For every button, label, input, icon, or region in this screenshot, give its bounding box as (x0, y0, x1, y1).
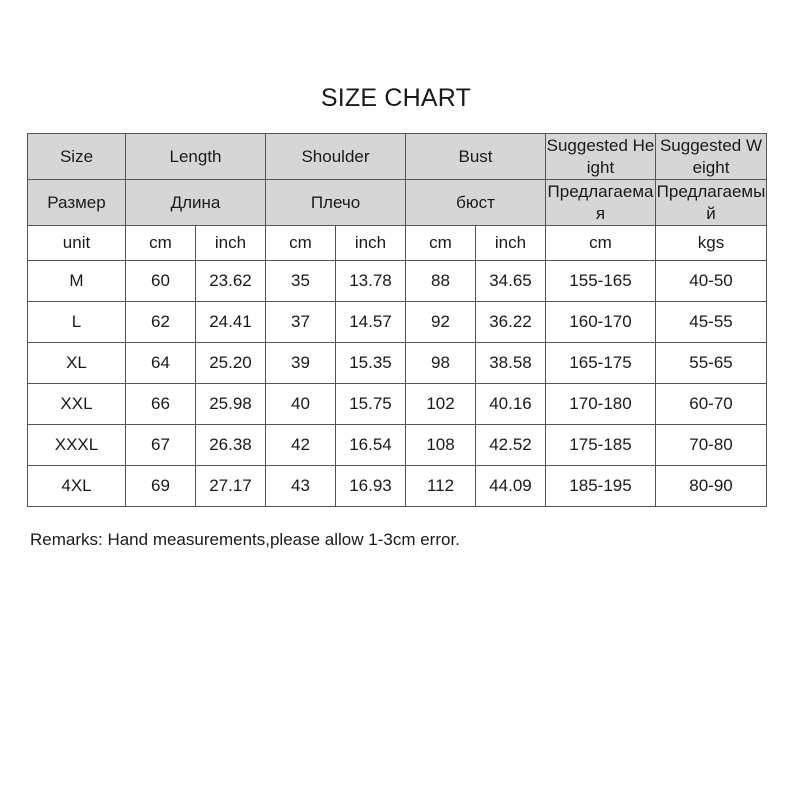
header-size: Size (28, 134, 126, 180)
table-row (28, 384, 767, 425)
header-size-ru: Размер (28, 180, 126, 226)
header-length-ru: Длина (126, 180, 266, 226)
table-cell: 40.16 (476, 384, 546, 425)
table-cell: 40-50 (656, 261, 767, 302)
unit-cell: cm (406, 226, 476, 261)
unit-cell: kgs (656, 226, 767, 261)
table-cell: 102 (406, 384, 476, 425)
header-shoulder-ru: Плечо (266, 180, 406, 226)
table-cell: 25.98 (196, 384, 266, 425)
table-cell: 45-55 (656, 302, 767, 343)
table-cell: 185-195 (546, 466, 656, 507)
table-cell: 66 (126, 384, 196, 425)
table-cell: 24.41 (196, 302, 266, 343)
table-cell: 16.93 (336, 466, 406, 507)
table-cell: 69 (126, 466, 196, 507)
table-cell: 67 (126, 425, 196, 466)
table-cell: 15.75 (336, 384, 406, 425)
table-cell: 80-90 (656, 466, 767, 507)
size-chart-table (27, 133, 767, 507)
header-suggested-height-ru: Предлагаемая (546, 180, 656, 226)
table-cell: 64 (126, 343, 196, 384)
table-cell: 155-165 (546, 261, 656, 302)
unit-cell: inch (336, 226, 406, 261)
table-cell: 36.22 (476, 302, 546, 343)
table-row (28, 343, 767, 384)
header-bust: Bust (406, 134, 546, 180)
table-cell: 170-180 (546, 384, 656, 425)
unit-cell: cm (126, 226, 196, 261)
table-cell: 112 (406, 466, 476, 507)
table-cell: 27.17 (196, 466, 266, 507)
table-cell: 16.54 (336, 425, 406, 466)
table-cell: 70-80 (656, 425, 767, 466)
table-cell: 23.62 (196, 261, 266, 302)
table-cell: 26.38 (196, 425, 266, 466)
header-suggested-weight-ru: Предлагаемый (656, 180, 767, 226)
table-row (28, 425, 767, 466)
table-row (28, 466, 767, 507)
table-cell: M (28, 261, 126, 302)
table-cell: 88 (406, 261, 476, 302)
table-cell: 14.57 (336, 302, 406, 343)
header-suggested-weight: Suggested Weight (656, 134, 767, 180)
unit-cell: inch (476, 226, 546, 261)
table-cell: 4XL (28, 466, 126, 507)
header-suggested-height: Suggested Height (546, 134, 656, 180)
table-cell: XXL (28, 384, 126, 425)
table-cell: 62 (126, 302, 196, 343)
unit-cell: inch (196, 226, 266, 261)
table-cell: 98 (406, 343, 476, 384)
table-cell: L (28, 302, 126, 343)
header-shoulder: Shoulder (266, 134, 406, 180)
table-row (28, 261, 767, 302)
page-title: SIZE CHART (320, 84, 472, 112)
unit-cell: cm (266, 226, 336, 261)
header-bust-ru: бюст (406, 180, 546, 226)
table-cell: 38.58 (476, 343, 546, 384)
table-cell: 160-170 (546, 302, 656, 343)
table-cell: 43 (266, 466, 336, 507)
table-row (28, 302, 767, 343)
header-row-russian (28, 180, 767, 226)
table-cell: XXXL (28, 425, 126, 466)
table-cell: 108 (406, 425, 476, 466)
table-cell: 55-65 (656, 343, 767, 384)
remarks-note: Remarks: Hand measurements,please allow 1-3cm error. (30, 530, 460, 549)
header-length: Length (126, 134, 266, 180)
table-cell: 44.09 (476, 466, 546, 507)
table-cell: 37 (266, 302, 336, 343)
table-cell: 175-185 (546, 425, 656, 466)
table-cell: 34.65 (476, 261, 546, 302)
table-cell: 39 (266, 343, 336, 384)
table-cell: 40 (266, 384, 336, 425)
unit-cell: unit (28, 226, 126, 261)
table-cell: 15.35 (336, 343, 406, 384)
table-cell: 25.20 (196, 343, 266, 384)
unit-cell: cm (546, 226, 656, 261)
table-cell: 35 (266, 261, 336, 302)
table-cell: 60-70 (656, 384, 767, 425)
table-cell: 42.52 (476, 425, 546, 466)
header-row-english (28, 134, 767, 180)
unit-row (28, 226, 767, 261)
table-cell: 13.78 (336, 261, 406, 302)
table-cell: 92 (406, 302, 476, 343)
table-cell: XL (28, 343, 126, 384)
table-cell: 60 (126, 261, 196, 302)
table-cell: 42 (266, 425, 336, 466)
table-cell: 165-175 (546, 343, 656, 384)
